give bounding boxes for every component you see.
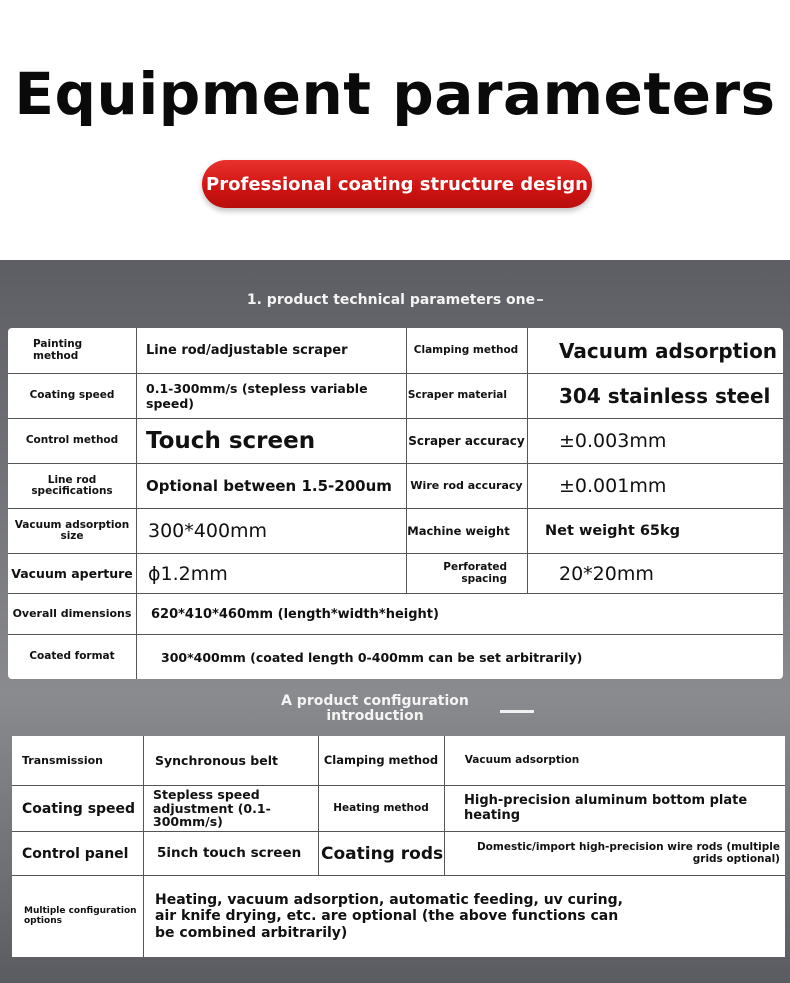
subtitle-pill: Professional coating structure design <box>202 160 592 208</box>
row-value-2: Net weight 65kg <box>545 523 681 539</box>
row-label: Painting method <box>33 338 83 362</box>
row-label: Vacuum aperture <box>11 565 133 581</box>
table-row <box>8 419 783 464</box>
row-value-2: Vacuum adsorption <box>559 338 778 363</box>
row-label-2: Clamping method <box>323 753 439 768</box>
row-label: Transmission <box>22 754 104 767</box>
row-label-2: Clamping method <box>413 343 519 356</box>
row-value-2: ±0.003mm <box>559 430 667 452</box>
parameters-table <box>8 328 783 679</box>
table-row <box>12 832 785 876</box>
table-row <box>8 509 783 554</box>
header-section <box>0 0 790 260</box>
heading-dash-decoration <box>500 710 534 713</box>
table-row <box>8 554 783 594</box>
table-row <box>12 736 785 786</box>
row-label: Coating speed <box>22 800 136 817</box>
row-value: Synchronous belt <box>155 752 278 768</box>
row-value: Optional between 1.5-200um <box>146 477 392 495</box>
row-value: 5inch touch screen <box>157 845 302 862</box>
row-value: 300*400mm <box>148 520 268 542</box>
row-value-2: High-precision aluminum bottom plate heating <box>464 793 748 823</box>
page-title: Equipment parameters <box>14 60 776 128</box>
row-value-2: ±0.001mm <box>559 475 667 497</box>
row-value: 0.1-300mm/s (stepless variable speed) <box>146 381 368 411</box>
row-label-2: Perforated spacing <box>443 561 507 585</box>
row-label: Overall dimensions <box>12 607 132 621</box>
row-value: Line rod/adjustable scraper <box>146 343 348 358</box>
row-label: Coating speed <box>29 389 115 402</box>
table-row <box>8 374 783 419</box>
row-label: Vacuum adsorption size <box>14 518 130 542</box>
row-label: Control panel <box>22 845 129 862</box>
row-value: Heating, vacuum adsorption, automatic feeding, uv curing, air knife drying, etc. are optional (the above functions can be combined arbitrarily) <box>155 892 623 941</box>
row-value: 300*400mm (coated length 0-400mm can be set arbitrarily) <box>161 649 583 665</box>
row-value-2: Vacuum adsorption <box>464 753 580 766</box>
row-label-2: Scraper material <box>407 389 507 402</box>
row-value: Touch screen <box>146 428 316 454</box>
row-label: Coated format <box>29 650 115 663</box>
table-row <box>8 328 783 374</box>
row-label-2: Wire rod accuracy <box>410 479 523 493</box>
table-row <box>12 876 785 957</box>
section1-heading <box>0 292 790 308</box>
row-label: Multiple configuration options <box>24 905 137 926</box>
row-value-2: 20*20mm <box>559 562 654 585</box>
row-value-2: 304 stainless steel <box>559 384 771 408</box>
table-row <box>12 786 785 832</box>
row-value-2: Domestic/import high-precision wire rods (multiple grids optional) <box>476 841 780 865</box>
row-label-2: Scraper accuracy <box>408 433 525 448</box>
row-value: Stepless speed adjustment (0.1-300mm/s) <box>153 786 271 830</box>
table-row <box>8 635 783 679</box>
row-label-2: Heating method <box>333 801 429 814</box>
section2-heading: A product configuration introduction <box>281 693 469 725</box>
row-value: ϕ1.2mm <box>148 562 228 585</box>
configuration-table <box>12 736 785 957</box>
table-row <box>8 594 783 635</box>
row-label-2: Machine weight <box>407 523 510 538</box>
section1-heading-text: 1. product technical parameters one <box>246 292 536 308</box>
row-label: Line rod specifications <box>31 473 113 497</box>
row-label-2: Coating rods <box>321 843 444 864</box>
table-row <box>8 464 783 509</box>
row-label: Control method <box>25 434 119 447</box>
row-value: 620*410*460mm (length*width*height) <box>151 606 439 622</box>
heading-dash-decoration <box>537 299 543 301</box>
